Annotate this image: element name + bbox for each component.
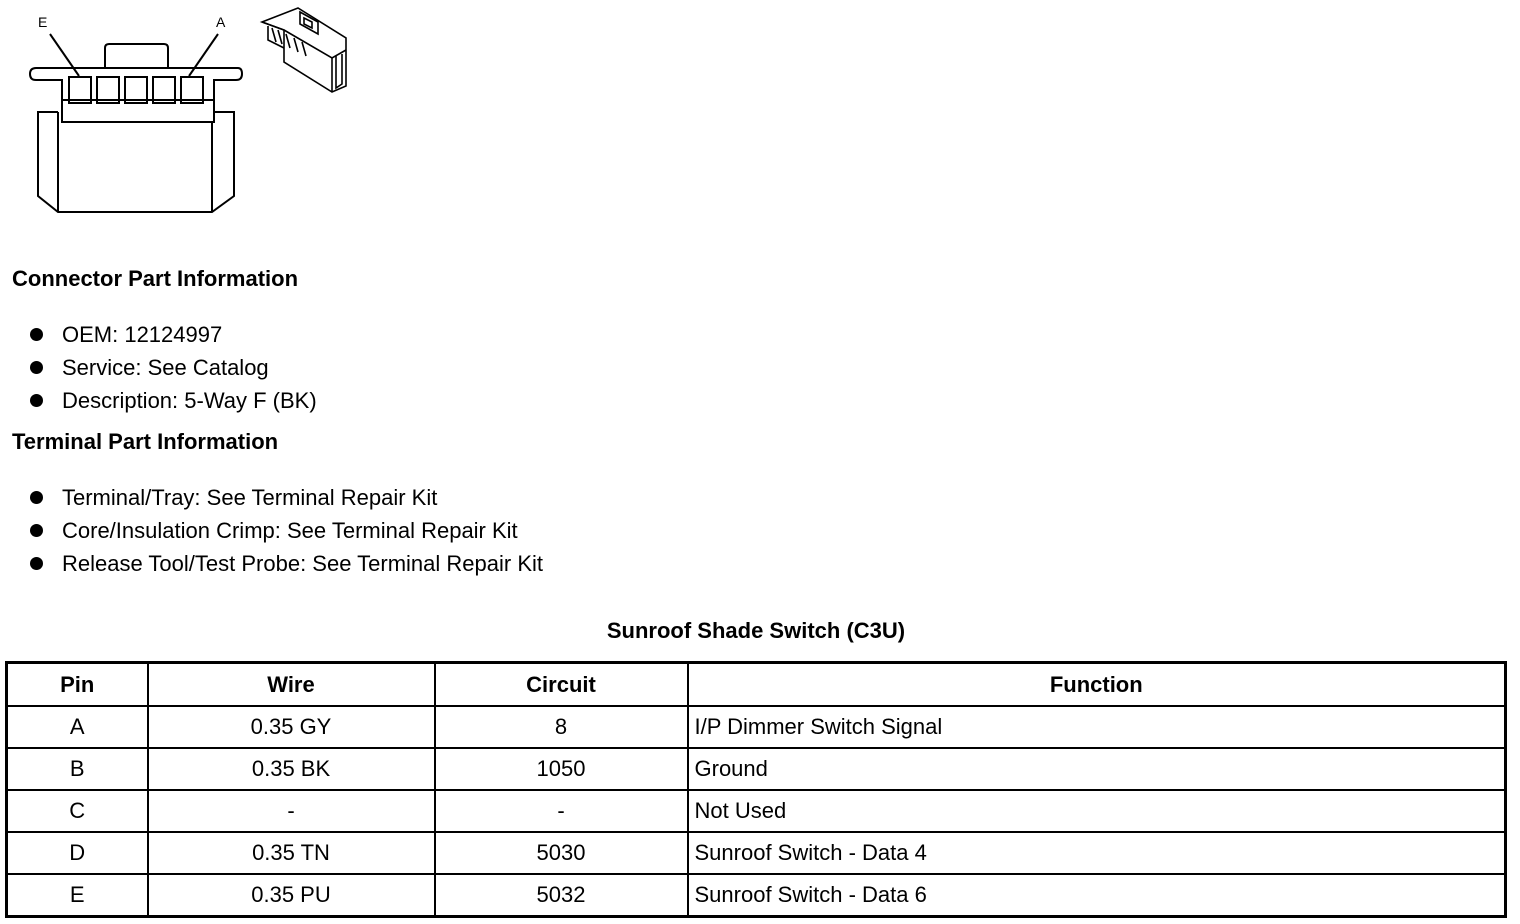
cell-function: Not Used bbox=[688, 790, 1506, 832]
list-item: Service: See Catalog bbox=[28, 351, 317, 384]
pinout-table bbox=[5, 661, 1507, 918]
cell-wire: 0.35 TN bbox=[148, 832, 435, 874]
cell-function: Sunroof Switch - Data 6 bbox=[688, 874, 1506, 917]
table-row bbox=[7, 874, 1506, 917]
table-row bbox=[7, 832, 1506, 874]
cell-wire: 0.35 PU bbox=[148, 874, 435, 917]
header-circuit: Circuit bbox=[435, 663, 688, 707]
table-row bbox=[7, 706, 1506, 748]
connector-face-drawing bbox=[0, 0, 370, 230]
pin-label-a: A bbox=[216, 14, 226, 30]
header-function: Function bbox=[688, 663, 1506, 707]
cell-circuit: 1050 bbox=[435, 748, 688, 790]
bullet-icon bbox=[30, 557, 43, 570]
cell-wire: - bbox=[148, 790, 435, 832]
connector-iso-view bbox=[262, 8, 346, 92]
cell-circuit: 5030 bbox=[435, 832, 688, 874]
list-item: Terminal/Tray: See Terminal Repair Kit bbox=[28, 481, 543, 514]
pin-label-e: E bbox=[38, 14, 48, 30]
cell-pin: A bbox=[7, 706, 148, 748]
cell-circuit: - bbox=[435, 790, 688, 832]
terminal-part-heading: Terminal Part Information bbox=[12, 429, 279, 454]
list-item: Release Tool/Test Probe: See Terminal Repair Kit bbox=[28, 547, 543, 580]
cell-function: Ground bbox=[688, 748, 1506, 790]
connector-part-list bbox=[28, 318, 317, 417]
cell-pin: B bbox=[7, 748, 148, 790]
header-pin: Pin bbox=[7, 663, 148, 707]
cell-wire: 0.35 BK bbox=[148, 748, 435, 790]
table-title: Sunroof Shade Switch (C3U) bbox=[606, 618, 906, 643]
list-item: OEM: 12124997 bbox=[28, 318, 317, 351]
cell-pin: E bbox=[7, 874, 148, 917]
bullet-icon bbox=[30, 361, 43, 374]
bullet-icon bbox=[30, 328, 43, 341]
bullet-icon bbox=[30, 524, 43, 537]
terminal-part-list bbox=[28, 481, 543, 580]
list-item: Core/Insulation Crimp: See Terminal Repair Kit bbox=[28, 514, 543, 547]
cell-pin: D bbox=[7, 832, 148, 874]
table-row bbox=[7, 748, 1506, 790]
cell-circuit: 8 bbox=[435, 706, 688, 748]
connector-diagram bbox=[0, 0, 370, 230]
header-wire: Wire bbox=[148, 663, 435, 707]
cell-pin: C bbox=[7, 790, 148, 832]
bullet-icon bbox=[30, 394, 43, 407]
cell-function: Sunroof Switch - Data 4 bbox=[688, 832, 1506, 874]
connector-part-heading: Connector Part Information bbox=[12, 266, 299, 291]
table-header-row bbox=[7, 663, 1506, 707]
cell-wire: 0.35 GY bbox=[148, 706, 435, 748]
cell-function: I/P Dimmer Switch Signal bbox=[688, 706, 1506, 748]
table-row bbox=[7, 790, 1506, 832]
list-item: Description: 5-Way F (BK) bbox=[28, 384, 317, 417]
cell-circuit: 5032 bbox=[435, 874, 688, 917]
bullet-icon bbox=[30, 491, 43, 504]
